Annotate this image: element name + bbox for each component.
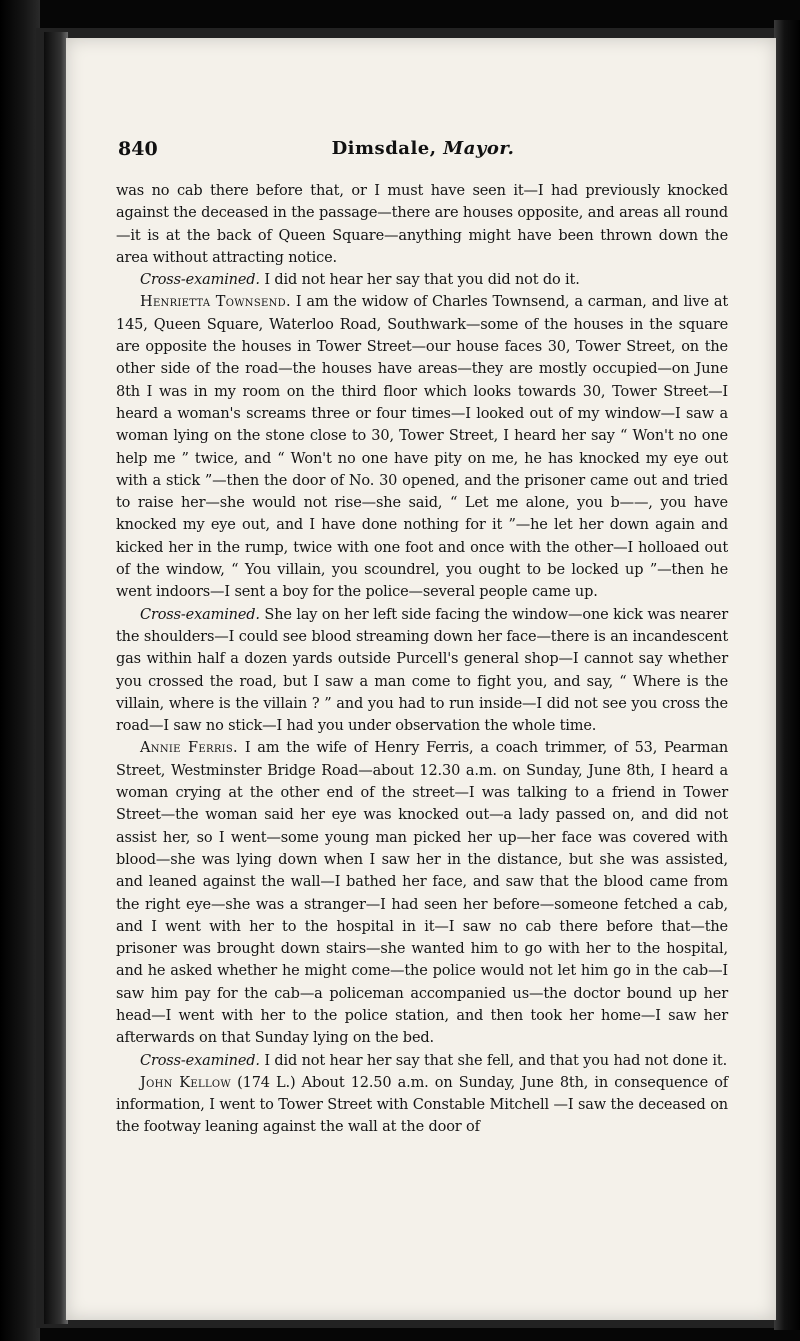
paragraph-cross-examination — [116, 604, 728, 738]
running-title — [118, 138, 728, 159]
running-title-office: Mayor. — [443, 138, 515, 159]
running-title-name: Dimsdale, — [331, 138, 437, 159]
paragraph-text: I did not hear her say that she fell, and that you had not done it. — [259, 1052, 728, 1069]
paragraph-cross-examination — [116, 1050, 728, 1072]
paragraph-testimony — [116, 291, 728, 603]
paragraph-text: I did not hear her say that you did not do it. — [259, 272, 580, 289]
book-binding-edge — [0, 0, 40, 1341]
witness-name: Henrietta Townsend. — [140, 294, 291, 311]
page-number: 840 — [118, 138, 158, 160]
cross-examined-label: Cross-examined. — [140, 272, 260, 289]
paragraph-testimony — [116, 1072, 728, 1139]
paragraph-testimony — [116, 737, 728, 1049]
book-right-edge — [774, 20, 800, 1330]
paragraph-cross-examination — [116, 269, 728, 291]
page-sheet — [66, 38, 776, 1320]
paragraph-continuation — [116, 180, 728, 269]
paragraph-text: I am the widow of Charles Townsend, a carman, and live at 145, Queen Square, Waterloo Road, Southwark—some of the houses in the square are opposite the houses in Tower Street—our house faces 30, Tower Street, on the other side of the road—the houses have areas—they are mostly occupied—on June 8th I was in my room on the third floor which looks towards 30, Tower Street—I heard a woman's screams three or four times—I looked out of my window—I saw a woman lying on the stone close to 30, Tower Street, I heard her say “ Won't no one help me ” twice, and “ Won't no one have pity on me, he has knocked my eye out with a stick ”—then the door of No. 30 opened, and the prisoner came out and tried to raise her—she would not rise—she said, “ Let me alone, you b——, you have knocked my eye out, and I have done nothing for it ”—he let her down again and kicked her in the rump, twice with one foot and once with the other—I holloaed out of the window, “ You villain, you scoundrel, you ought to be locked up ”—then he went indoors—I sent a boy for the police—several people came up. — [116, 294, 728, 601]
paragraph-text: I am the wife of Henry Ferris, a coach trimmer, of 53, Pearman Street, Westminster Bridge Road—about 12.30 a.m. on Sunday, June 8th, I heard a woman crying at the other end of the street—I was talking to a friend in Tower Street—the woman said her eye was knocked out—a lady passed on, and did not assist her, so I went—some young man picked her up—her face was covered with blood—she was lying down when I saw her in the distance, but she was assisted, and leaned against the wall—I bathed her face, and saw that the blood came from the right eye—she was a stranger—I had seen her before—someone fetched a cab, and I went with her to the hospital in it—I saw no cab there before that—the prisoner was brought down stairs—she wanted him to go with her to the hospital, and he asked whether he might come—the police would not let him go in the cab—I saw him pay for the cab—a policeman accompanied us—the doctor bound up her head—I went with her to the police station, and then took her home—I saw her afterwards on that Sunday lying on the bed. — [116, 740, 729, 1047]
paragraph-text: She lay on her left side facing the window—one kick was nearer the shoulders—I could see blood streaming down her face—there is an incandescent gas within half a dozen yards outside Purcell's general shop—I cannot say whether you crossed the road, but I saw a man come to fight you, and say, “ Where is the villain, where is the villain ? ” and you had to run inside—I did not see you cross the road—I saw no stick—I had you under observation the whole time. — [116, 606, 728, 735]
cross-examined-label: Cross-examined. — [140, 1052, 260, 1069]
witness-name: John Kellow — [140, 1074, 231, 1091]
witness-name: Annie Ferris. — [140, 740, 238, 757]
paragraph-text: (174 L.) About 12.50 a.m. on Sunday, June 8th, in consequence of information, I went to Tower Street with Constable Mitchell —I saw the deceased on the footway leaning against the wall at the door of — [116, 1074, 729, 1136]
page-fore-edge — [44, 32, 68, 1324]
cross-examined-label: Cross-examined. — [140, 606, 260, 623]
running-head — [118, 138, 728, 164]
page-body — [116, 180, 728, 1139]
paragraph-text: was no cab there before that, or I must have seen it—I had previously knocked against the deceased in the passage—there are houses opposite, and areas all round—it is at the back of Queen Square—anything might have been thrown down the area without attracting notice. — [116, 183, 728, 266]
